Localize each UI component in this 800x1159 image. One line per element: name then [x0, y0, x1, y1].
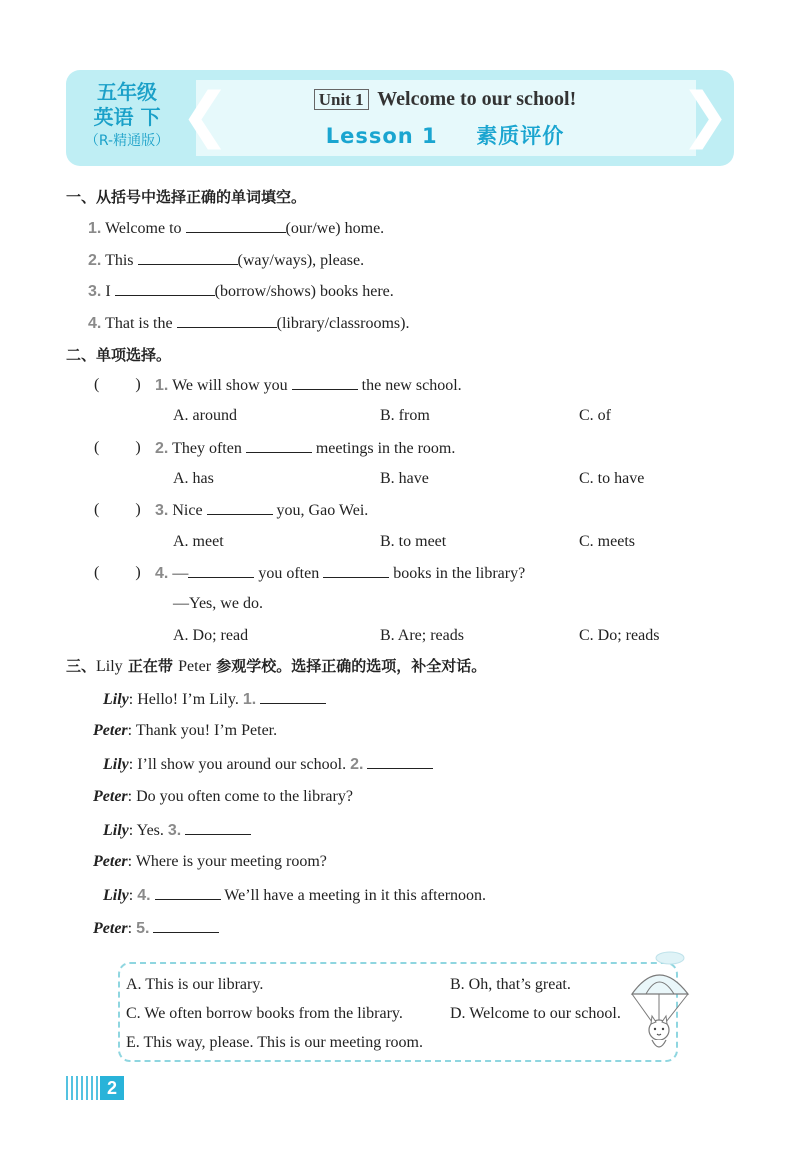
answer-blank[interactable]: [115, 281, 215, 296]
s2-q4-reply: —Yes, we do.: [173, 595, 263, 612]
answer-blank[interactable]: [323, 563, 389, 578]
parachute-cat-icon: [626, 950, 692, 1060]
s2-q4-option-a[interactable]: A. Do; read: [173, 627, 249, 644]
s1-item-2: 2. This (way/ways), please.: [88, 252, 365, 269]
section1-title: 一、从括号中选择正确的单词填空。: [66, 188, 307, 206]
lesson-title: Lesson 1: [325, 124, 438, 148]
s2-q2-option-c[interactable]: C. to have: [579, 470, 645, 487]
dialogue-line-7: Lily: 4. We’ll have a meeting in it this afternoon.: [103, 887, 487, 904]
lesson-title-line: [200, 120, 690, 150]
s3-option-e[interactable]: E. This way, please. This is our meeting room.: [126, 1034, 423, 1051]
s2-q1-option-a[interactable]: A. around: [173, 407, 237, 424]
s3-option-c[interactable]: C. We often borrow books from the library.: [126, 1005, 403, 1022]
grade-line1: 五年级: [97, 80, 157, 104]
s2-q3-option-b[interactable]: B. to meet: [380, 533, 447, 550]
answer-paren-3[interactable]: ( ): [94, 501, 141, 518]
s3-option-d[interactable]: D. Welcome to our school.: [450, 1005, 621, 1022]
s3-option-b[interactable]: B. Oh, that’s great.: [450, 976, 571, 993]
dialogue-line-8: Peter: 5.: [93, 918, 219, 939]
page-number-stripes: [66, 1076, 100, 1100]
page-number: 2: [100, 1076, 124, 1100]
s2-q3-option-c[interactable]: C. meets: [579, 533, 635, 550]
grade-line3: （R-精通版）: [84, 133, 170, 149]
dialogue-line-2: Peter: Thank you! I’m Peter.: [93, 722, 278, 739]
dialogue-line-5: Lily: Yes. 3.: [103, 820, 251, 841]
answer-paren-4[interactable]: ( ): [94, 564, 141, 581]
answer-blank[interactable]: [138, 250, 238, 265]
s2-question-2: 2. They often meetings in the room.: [155, 440, 456, 457]
s2-q2-option-b[interactable]: B. have: [380, 470, 429, 487]
s2-q2-option-a[interactable]: A. has: [173, 470, 214, 487]
s3-option-a[interactable]: A. This is our library.: [126, 976, 264, 993]
s2-q3-option-a[interactable]: A. meet: [173, 533, 224, 550]
answer-paren-2[interactable]: ( ): [94, 439, 141, 456]
s2-q4-option-b[interactable]: B. Are; reads: [380, 627, 464, 644]
right-chevron-icon: ❯: [680, 80, 731, 150]
answer-blank[interactable]: [155, 885, 221, 900]
answer-blank[interactable]: [186, 218, 286, 233]
dialogue-line-3: Lily: I’ll show you around our school. 2.: [103, 754, 433, 775]
answer-blank[interactable]: [292, 375, 358, 390]
unit-title-line: [200, 88, 690, 111]
section3-title: 三、Lily 正在带 Peter 参观学校。选择正确的选项，补全对话。: [66, 657, 487, 675]
answer-blank[interactable]: [153, 918, 219, 933]
answer-paren-1[interactable]: ( ): [94, 376, 141, 393]
answer-blank[interactable]: [260, 689, 326, 704]
unit-label: Unit 1: [314, 89, 369, 110]
answer-blank[interactable]: [185, 820, 251, 835]
s2-question-3: 3. Nice you, Gao Wei.: [155, 502, 369, 519]
s2-question-1: 1. We will show you the new school.: [155, 377, 462, 394]
left-chevron-icon: ❮: [180, 80, 231, 150]
dialogue-line-1: Lily: Hello! I’m Lily. 1.: [103, 689, 326, 710]
s1-item-4: 4. That is the (library/classrooms).: [88, 315, 410, 332]
answer-blank[interactable]: [367, 754, 433, 769]
grade-label: [82, 80, 172, 152]
s1-item-1: 1. Welcome to (our/we) home.: [88, 220, 385, 237]
dialogue-line-4: Peter: Do you often come to the library?: [93, 788, 353, 805]
answer-blank[interactable]: [188, 563, 254, 578]
s2-q1-option-b[interactable]: B. from: [380, 407, 430, 424]
dialogue-line-6: Peter: Where is your meeting room?: [93, 853, 327, 870]
answer-blank[interactable]: [177, 313, 277, 328]
s2-question-4: 4. — you often books in the library?: [155, 565, 526, 582]
s2-q1-option-c[interactable]: C. of: [579, 407, 611, 424]
unit-title: Welcome to our school!: [377, 88, 577, 110]
grade-line2: 英语 下: [93, 105, 161, 129]
answer-blank[interactable]: [246, 438, 312, 453]
section2-title: 二、单项选择。: [66, 346, 172, 364]
lesson-subtitle: 素质评价: [476, 124, 565, 148]
answer-blank[interactable]: [207, 500, 273, 515]
s1-item-3: 3. I (borrow/shows) books here.: [88, 283, 394, 300]
s2-q4-option-c[interactable]: C. Do; reads: [579, 627, 660, 644]
